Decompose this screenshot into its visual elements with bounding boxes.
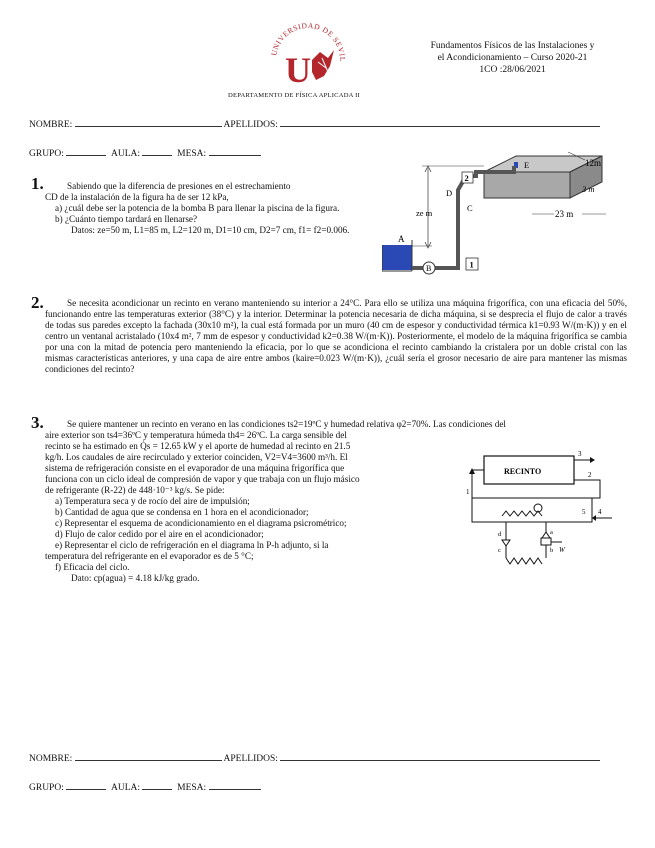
p3-item-b: b) Cantidad de agua que se condensa en 1 hora en el acondicionador; xyxy=(55,507,309,517)
apellidos-label: APELLIDOS: xyxy=(223,120,278,130)
nombre-row-bottom xyxy=(29,752,600,764)
grupo-row xyxy=(29,147,261,159)
problem-1-number: 1. xyxy=(31,174,44,193)
p3-item-e1: e) Representar el ciclo de refrigeración en el diagrama ln P-h adjunto, si la xyxy=(55,540,329,550)
p3-line-7: de refrigerante (R-22) de 448·10⁻³ kg/s. Se pide: xyxy=(45,485,225,495)
p1-item-b: b) ¿Cuánto tiempo tardará en llenarse? xyxy=(55,214,198,224)
label-ze: ze m xyxy=(416,208,433,218)
svg-text:UNIVERSIDAD DE SEVILLA: UNIVERSIDAD DE SEVIL xyxy=(269,20,348,63)
apellidos-field-bottom[interactable] xyxy=(280,752,600,761)
grupo-label: GRUPO: xyxy=(29,149,64,159)
aula-label: AULA: xyxy=(110,149,140,159)
mesa-label: MESA: xyxy=(177,149,207,159)
label-c-point: c xyxy=(498,547,501,554)
course-info xyxy=(385,40,640,76)
course-line-1: Fundamentos Físicos de las Instalaciones y xyxy=(430,41,595,51)
label-n3: 3 xyxy=(578,450,582,458)
apellidos-field[interactable] xyxy=(280,118,600,127)
label-c: C xyxy=(467,203,473,213)
nombre-label: NOMBRE: xyxy=(29,120,73,130)
problem-3-number: 3. xyxy=(31,413,44,432)
nombre-row xyxy=(29,118,600,130)
university-logo xyxy=(268,20,348,90)
p3-line-4: kg/h. Los caudales de aire recirculado y exterior coinciden, V2=V4=3600 m³/h. El xyxy=(45,452,348,462)
nombre-label-bottom: NOMBRE: xyxy=(29,754,73,764)
p3-item-e2: temperatura del refrigerante en el evaporador es de 5 °C; xyxy=(45,551,254,561)
grupo-label-bottom: GRUPO: xyxy=(29,783,64,793)
label-d-point: d xyxy=(498,531,502,538)
nombre-field[interactable] xyxy=(75,118,222,127)
p1-item-a: a) ¿cuál debe ser la potencia de la bomba B para llenar la piscina de la figura. xyxy=(55,203,340,213)
aula-field[interactable] xyxy=(142,147,172,156)
label-b: B xyxy=(426,264,432,273)
p3-item-f: f) Eficacia del ciclo. xyxy=(55,562,130,572)
problem-2-text: Se necesita acondicionar un recinto en verano manteniendo su interior a 24°C. Para ello se utiliza una máquina frigorífica, con una eficacia del 50%, funcionando entre las temperaturas exterior (38°C) y la interior. Determinar la potencia necesaria de dicha máquina, si se desprecia el flujo de calor a través de todas sus paredes excepto la fachada (30x10 m²), la cual está formada por un muro (40 cm de espesor y conductividad térmica k1=0.93 W/(m·K)) y en el centro un ventanal acristalado (10x4 m², 7 mm de espesor y conductividad k2=0.38 W/(m·K)). Posteriormente, el modelo de la máquina frigorífica se cambia por una con la mitad de potencia pero manteniendo la eficacia, por lo que se acondiciona el recinto cambiando la cristalera por un doble cristal con las mismas características anteriores, y una capa de aire entre ambos (kaire=0.023 W/(m·K)), ¿cuál sería el grosor necesario de aire para mantener las mismas condiciones del recinto? xyxy=(45,298,627,374)
p3-line-2: aire exterior son ts4=36ºC y temperatura húmeda th4= 26ºC. La carga sensible del xyxy=(45,430,347,440)
grupo-field[interactable] xyxy=(66,147,106,156)
mesa-label-bottom: MESA: xyxy=(177,783,207,793)
aula-field-bottom[interactable] xyxy=(142,781,172,790)
nombre-field-bottom[interactable] xyxy=(75,752,222,761)
p3-line-3: recinto se ha estimado en Q̇s = 12.65 kW y el aporte de humedad al recinto en 21.5 xyxy=(45,441,351,451)
label-n2: 2 xyxy=(588,471,592,479)
p1-intro-b: CD de la instalación de la figura ha de ser 12 kPa, xyxy=(45,192,229,202)
label-a: A xyxy=(398,234,405,244)
label-recinto: RECINTO xyxy=(504,467,542,476)
course-line-2: el Acondicionamiento – Curso 2020-21 xyxy=(437,53,588,63)
p1-intro-a: Sabiendo que la diferencia de presiones en el estrechamiento xyxy=(67,181,291,191)
p3-item-a: a) Temperatura seca y de rocío del aire de impulsión; xyxy=(55,496,250,506)
grupo-field-bottom[interactable] xyxy=(66,781,106,790)
label-n5: 5 xyxy=(582,508,586,516)
problem-2-number: 2. xyxy=(31,293,44,312)
problem-3-first-line: Se quiere mantener un recinto en verano en las condiciones ts2=19ºC y humedad relativa φ2=70%. Las condiciones del xyxy=(67,419,506,429)
department-name: DEPARTAMENTO DE FÍSICA APLICADA II xyxy=(228,92,360,99)
p3-datos: Dato: cp(agua) = 4.18 kJ/kg grado. xyxy=(71,573,200,583)
problem-3-text xyxy=(45,430,450,584)
p3-line-6: funciona con un ciclo ideal de compresión de vapor y que trabaja con un flujo másico xyxy=(45,474,360,484)
p3-line-5: sistema de refrigeración consiste en el evaporador de una máquina frigorífica que xyxy=(45,463,345,473)
problem-1-figure xyxy=(382,150,632,280)
label-2: 2 xyxy=(464,173,469,183)
p3-item-c: c) Representar el esquema de acondicionamiento en el diagrama psicrométrico; xyxy=(55,518,347,528)
label-b-point: b xyxy=(550,547,554,554)
p3-item-d: d) Flujo de calor cedido por el aire en el acondicionador; xyxy=(55,529,264,539)
grupo-row-bottom xyxy=(29,781,261,793)
label-d: D xyxy=(446,188,453,198)
label-3m: 3 m xyxy=(582,184,595,194)
label-a-point: a xyxy=(550,529,553,536)
mesa-field-bottom[interactable] xyxy=(209,781,261,790)
label-1: 1 xyxy=(469,259,474,270)
aula-label-bottom: AULA: xyxy=(110,783,140,793)
label-23m: 23 m xyxy=(555,209,574,219)
label-12m: 12m xyxy=(585,158,602,168)
svg-text:U: U xyxy=(285,50,311,90)
problem-3-figure xyxy=(462,446,612,586)
label-n1: 1 xyxy=(466,488,470,496)
course-line-3: 1CO :28/06/2021 xyxy=(479,65,546,75)
label-n4: 4 xyxy=(598,508,602,516)
apellidos-label-bottom: APELLIDOS: xyxy=(223,754,278,764)
p1-datos: Datos: ze=50 m, L1=85 m, L2=120 m, D1=10 cm, D2=7 cm, f1= f2=0.006. xyxy=(71,225,350,235)
label-w: W xyxy=(559,546,565,554)
mesa-field[interactable] xyxy=(209,147,261,156)
label-e: E xyxy=(524,160,530,170)
problem-1-text xyxy=(45,181,360,236)
